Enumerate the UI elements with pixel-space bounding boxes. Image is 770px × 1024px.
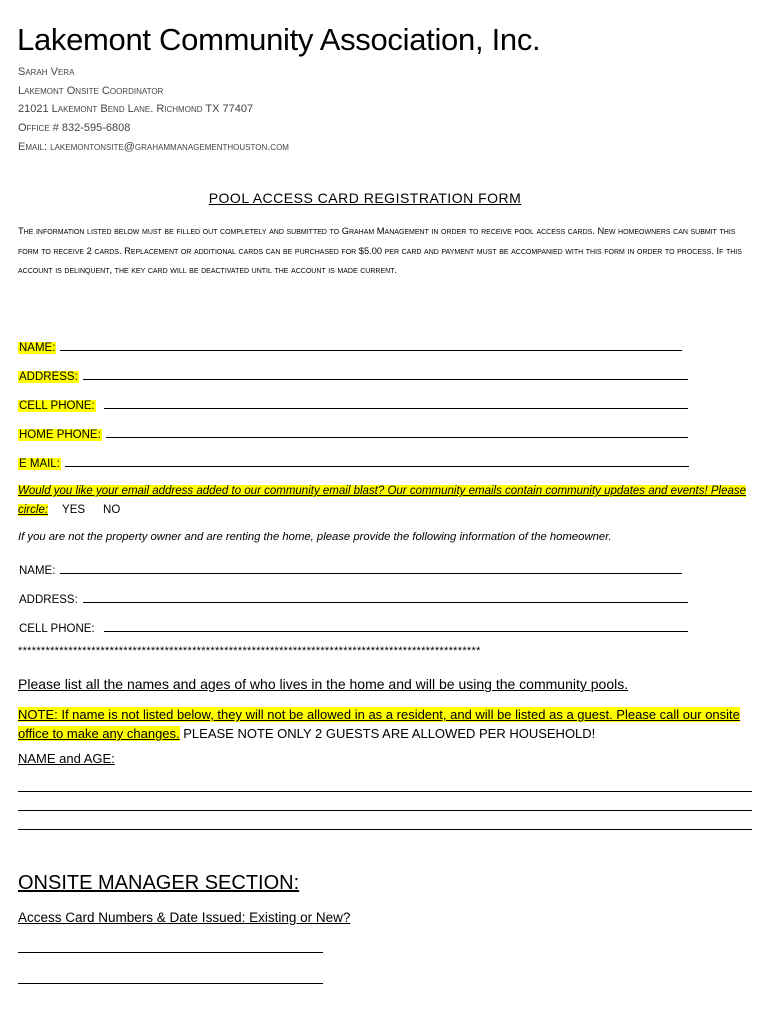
manager-section-heading: ONSITE MANAGER SECTION: [18,872,300,894]
contact-role: Lakemont Onsite Coordinator [18,85,164,97]
owner-cell-phone-line[interactable] [104,396,688,409]
owner-name-field[interactable] [18,338,682,354]
association-title: Lakemont Community Association, Inc. [17,22,541,57]
homeowner-cell-phone-label: CELL PHONE: [19,623,95,635]
resident-line[interactable] [18,791,752,792]
homeowner-name-label: NAME: [19,565,56,577]
owner-address-field[interactable] [18,367,688,383]
resident-line[interactable] [18,810,752,811]
contact-address: 21021 Lakemont Bend Lane. Richmond TX 77407 [18,103,254,115]
access-card-line[interactable] [18,952,323,953]
homeowner-address-line[interactable] [83,590,688,603]
owner-name-line[interactable] [60,338,682,351]
access-card-numbers-label: Access Card Numbers & Date Issued: Existing or New? [18,910,351,925]
residents-note [18,705,753,743]
contact-name: Sarah Vera [18,66,75,78]
owner-name-label: NAME: [19,342,56,354]
owner-email-label: E MAIL: [19,458,60,470]
homeowner-cell-phone-field[interactable] [18,619,688,635]
owner-cell-phone-label: CELL PHONE: [19,400,95,412]
homeowner-name-line[interactable] [60,561,682,574]
homeowner-address-label: ADDRESS: [19,594,78,606]
residents-note-guests: PLEASE NOTE ONLY 2 GUESTS ARE ALLOWED PER HOUSEHOLD! [179,726,596,741]
email-blast-no[interactable]: NO [103,504,121,516]
form-title: POOL ACCESS CARD REGISTRATION FORM [208,190,522,206]
homeowner-name-field[interactable] [18,561,682,577]
email-blast-text: Would you like your email address added to our community email blast? Our community emails contain community updates and events! Please circle: [18,485,747,516]
contact-email: Email: lakemontonsite@grahammanagementhouston.com [18,141,289,153]
owner-cell-phone-field[interactable] [18,396,688,412]
owner-home-phone-field[interactable] [18,425,688,441]
asterisk-separator: ***************************************************************************************************** [18,645,481,657]
owner-address-label: ADDRESS: [19,371,78,383]
residents-note-highlight: NOTE: If name is not listed below, they will not be allowed in as a resident, and will be listed as a guest. Please call our onsite office to make any changes. [18,707,740,741]
tenant-note: If you are not the property owner and are renting the home, please provide the following information of the homeowner. [18,531,612,543]
homeowner-address-field[interactable] [18,590,688,606]
owner-email-line[interactable] [65,454,689,467]
form-intro: The information listed below must be filled out completely and submitted to Graham Management in order to receive pool access cards. New homeowners can submit this form to receive 2 cards. Replacement or additional cards can be purchased for $5.00 per card and payment must be accompanied with this form in order to process. If this account is delinquent, the key card will be deactivated until the account is made current. [18,226,742,275]
owner-home-phone-label: HOME PHONE: [19,429,101,441]
email-blast-yes[interactable]: YES [62,504,86,516]
resident-line[interactable] [18,829,752,830]
contact-phone: Office # 832-595-6808 [18,122,131,134]
owner-home-phone-line[interactable] [106,425,688,438]
access-card-line[interactable] [18,983,323,984]
owner-address-line[interactable] [83,367,688,380]
residents-heading: Please list all the names and ages of who lives in the home and will be using the community pools. [18,676,629,692]
name-age-label: NAME and AGE: [18,751,115,766]
email-blast-question [18,482,748,520]
owner-email-field[interactable] [18,454,689,470]
homeowner-cell-phone-line[interactable] [104,619,688,632]
